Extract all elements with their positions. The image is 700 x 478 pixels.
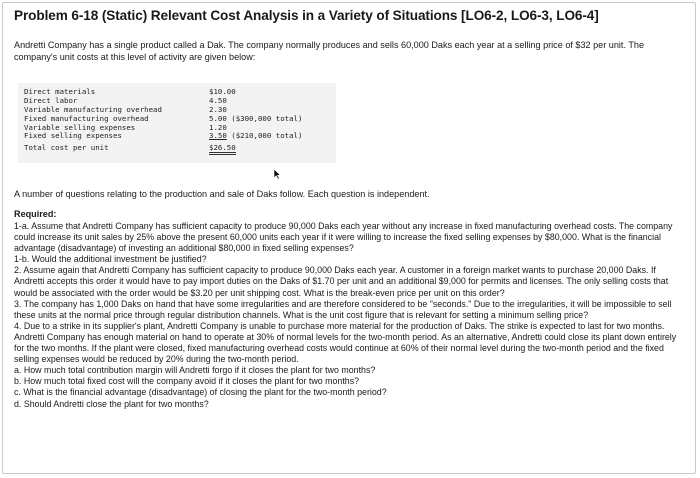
question-4c: c. What is the financial advantage (disadvantage) of closing the plant for the two-month period? (14, 387, 387, 398)
problem-title: Problem 6-18 (Static) Relevant Cost Analysis in a Variety of Situations [LO6-2, LO6-3, LO6-4] (14, 8, 599, 23)
cost-label-direct-materials: Direct materials (24, 87, 96, 96)
questions-list (14, 221, 686, 410)
problem-intro: Andretti Company has a single product called a Dak. The company normally produces and sells 60,000 Daks each year at a selling price of $32 per unit. The company's unit costs at this level of activity are given below: (14, 40, 645, 63)
cost-note-fixed-selling: ($210,000 total) (226, 131, 303, 141)
cost-value-variable-selling: 1.20 (209, 122, 227, 132)
cost-label-fixed-selling: Fixed selling expenses (24, 131, 122, 141)
cost-value-direct-labor: 4.50 (209, 95, 227, 105)
cost-label-total: Total cost per unit (24, 143, 109, 153)
question-1b: 1-b. Would the additional investment be justified? (14, 254, 207, 265)
required-heading: Required: (14, 209, 57, 219)
questions-intro: A number of questions relating to the production and sale of Daks follow. Each question is independent. (14, 189, 430, 199)
question-2: 2. Assume again that Andretti Company has sufficient capacity to produce 90,000 Daks each year. A customer in a foreign market wants to purchase 20,000 Daks. If Andretti accepts this order it would have to pay import duties on the Daks of $1.70 per unit and an additional $9,000 for permits and licenses. The only selling costs that would be associated with the order would be $3.20 per unit shipping cost. What is the break-even price per unit on this order? (14, 265, 669, 298)
cost-label-variable-selling: Variable selling expenses (24, 122, 136, 132)
cost-label-direct-labor: Direct labor (24, 95, 78, 105)
cost-value-fixed-selling-row (209, 132, 334, 141)
mouse-cursor-icon (273, 168, 281, 180)
question-4b: b. How much total fixed cost will the company avoid if it closes the plant for two months? (14, 376, 360, 387)
question-3: 3. The company has 1,000 Daks on hand that have some irregularities and are therefore considered to be "seconds." Due to the irregularities, it will be impossible to sell these units at the normal price through regular distribution channels. What is the unit cost figure that is relevant for setting a minimum selling price? (14, 298, 672, 320)
cost-values (209, 88, 334, 153)
cost-value-variable-mfg-overhead: 2.30 (209, 104, 227, 114)
cost-value-fixed-selling: 3.50 (209, 131, 227, 141)
cost-labels (24, 88, 214, 153)
cost-value-total-row (209, 144, 334, 153)
cost-value-direct-materials: $10.00 (209, 87, 236, 96)
cost-label-variable-mfg-overhead: Variable manufacturing overhead (24, 104, 162, 114)
cost-value-fixed-mfg-overhead: 5.00 ($300,000 total) (209, 113, 303, 123)
question-4: 4. Due to a strike in its supplier's plant, Andretti Company is unable to purchase more material for the production of Daks. The strike is expected to last for two months. Andretti Company has enough material on hand to operate at 30% of normal levels for the two-month period. As an alternative, Andretti could close its plant down entirely for the two months. If the plant were closed, fixed manufacturing overhead costs would continue at 60% of their normal level during the two-month period and the fixed selling expenses would be reduced by 20% during the two-month period. (14, 320, 677, 365)
cost-value-total: $26.50 (209, 144, 236, 155)
unit-cost-table (18, 83, 336, 163)
question-4a: a. How much total contribution margin will Andretti forgo if it closes the plant for two months? (14, 365, 376, 376)
cost-label-fixed-mfg-overhead: Fixed manufacturing overhead (24, 113, 149, 123)
question-4d: d. Should Andretti close the plant for two months? (14, 398, 209, 409)
question-1a: 1-a. Assume that Andretti Company has sufficient capacity to produce 90,000 Daks each year without any increase in fixed manufacturing overhead costs. The company could increase its unit sales by 25% above the present 60,000 units each year if it were willing to increase the fixed selling expenses by $80,000. What is the financial advantage (disadvantage) of investing an additional $80,000 in fixed selling expenses? (14, 221, 673, 254)
